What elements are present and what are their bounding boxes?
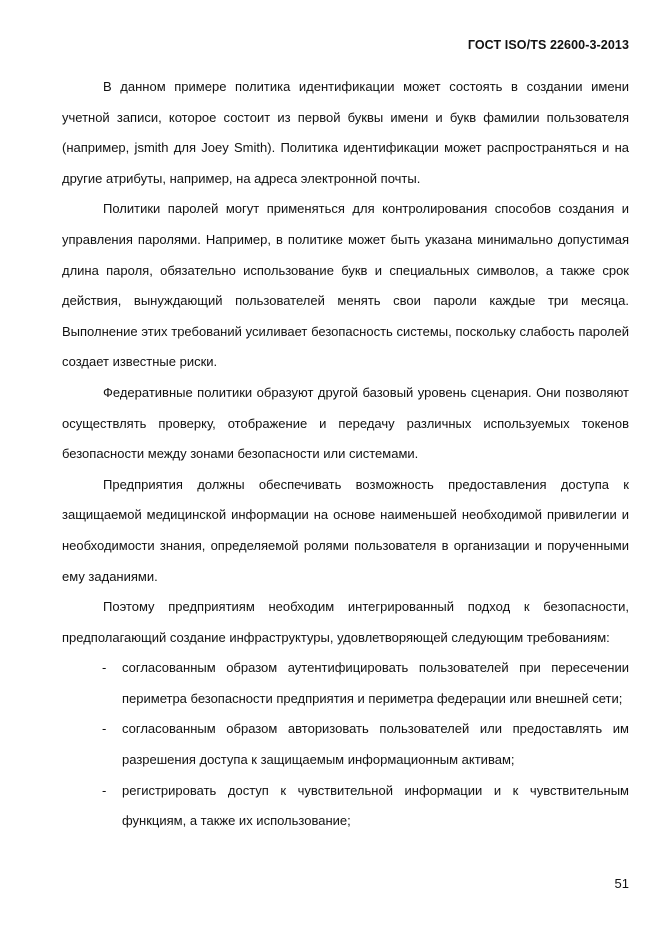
paragraph-password-policy: Политики паролей могут применяться для контролирования способов создания и управления паролями. Например, в политике может быть указана минимально допустимая длина пароля, обязательно использование букв и специальных символов, а также срок действия, вынуждающий пользователей менять свои пароли каждые три месяца. Выполнение этих требований усиливает безопасность системы, поскольку слабость паролей создает известные риски.	[62, 201, 629, 370]
list-item	[62, 776, 629, 837]
page-number: 51	[614, 876, 629, 891]
requirements-list	[62, 653, 629, 837]
list-item-text: согласованным образом авторизовать пользователей или предоставлять им разрешения доступа к защищаемым информационным активам;	[122, 721, 629, 768]
paragraph-integrated-approach: Поэтому предприятиям необходим интегрированный подход к безопасности, предполагающий создание инфраструктуры, удовлетворяющей следующим требованиям:	[62, 599, 629, 645]
paragraph-enterprise-access: Предприятия должны обеспечивать возможность предоставления доступа к защищаемой медицинской информации на основе наименьшей необходимой привилегии и необходимости знания, определяемой ролями пользователя в организации и порученными ему заданиями.	[62, 476, 629, 584]
paragraph-federation-policy: Федеративные политики образуют другой базовый уровень сценария. Они позволяют осуществлять проверку, отображение и передачу различных используемых токенов безопасности между зонами безопасности или системами.	[62, 384, 629, 462]
document-body	[62, 72, 629, 837]
list-dash-marker: -	[102, 782, 107, 798]
list-item	[62, 653, 629, 714]
paragraph-identification-policy: В данном примере политика идентификации может состоять в создании имени учетной записи, которое состоит из первой буквы имени и букв фамилии пользователя (например, jsmith для Joey Smith). Политика идентификации может распространяться и на другие атрибуты, например, на адреса электронной почты.	[62, 79, 629, 186]
list-item	[62, 714, 629, 775]
list-dash-marker: -	[102, 660, 107, 676]
document-header: ГОСТ ISO/TS 22600-3-2013	[467, 38, 629, 52]
list-dash-marker: -	[102, 721, 107, 737]
list-item-text: регистрировать доступ к чувствительной информации и к чувствительным функциям, а также их использование;	[122, 782, 629, 829]
list-item-text: согласованным образом аутентифицировать пользователей при пересечении периметра безопасности предприятия и периметра федерации или внешней сети;	[122, 660, 629, 706]
